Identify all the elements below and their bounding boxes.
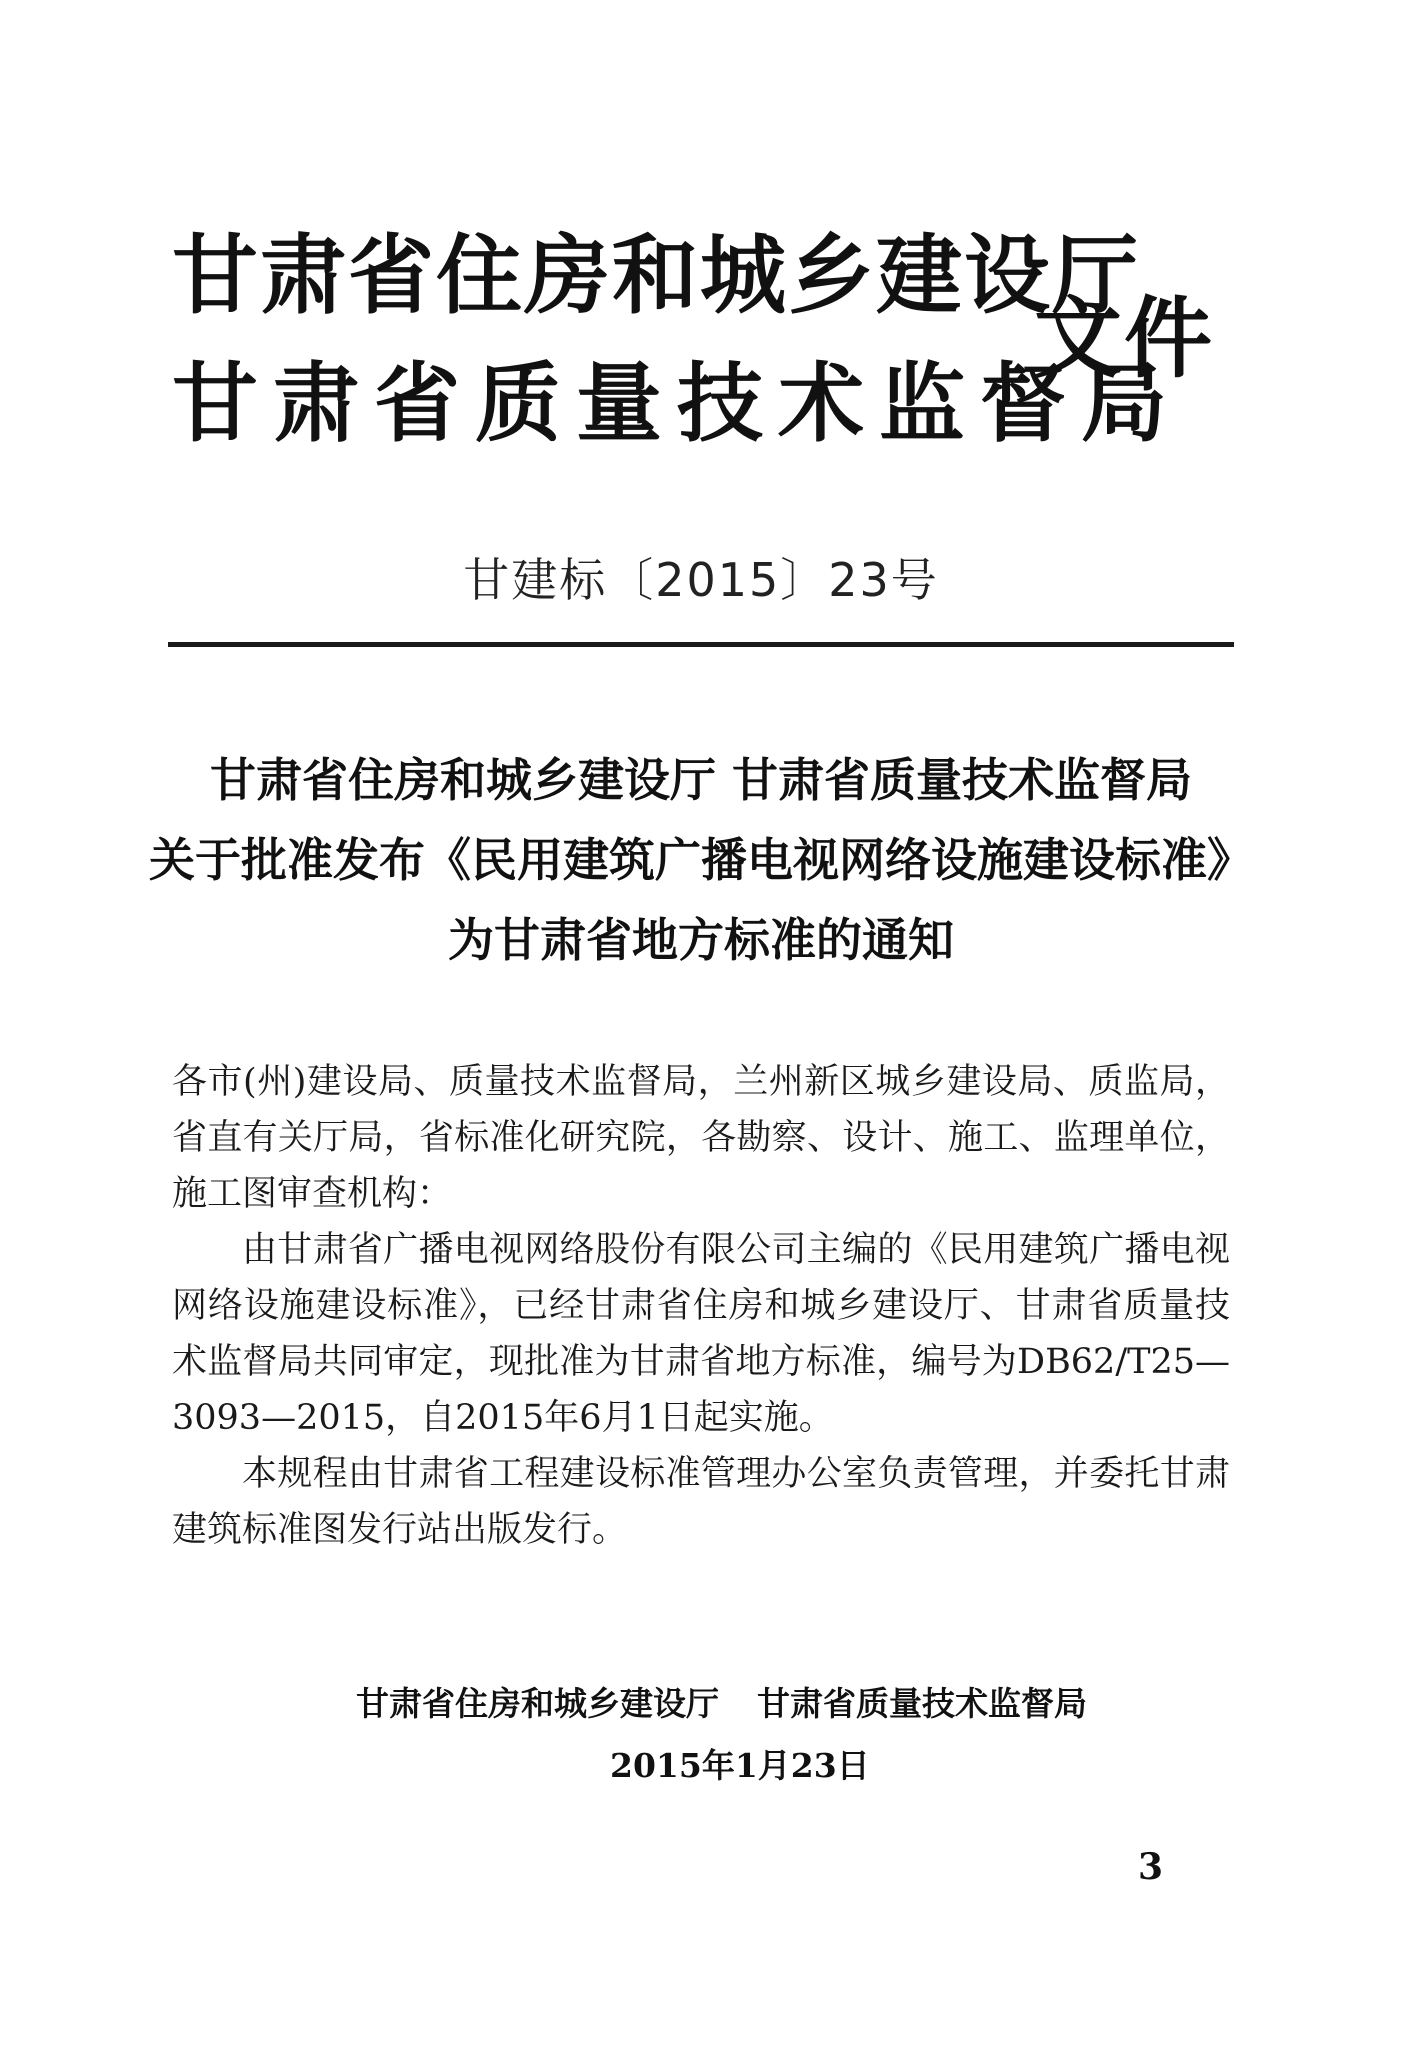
- management-paragraph: 本规程由甘肃省工程建设标准管理办公室负责管理，并委托甘肃建筑标准图发行站出版发行。: [172, 1454, 1230, 1550]
- page-number: 3: [1138, 1846, 1164, 1888]
- signing-org-quality: 甘肃省质量技术监督局: [757, 1684, 1087, 1723]
- header-divider: [168, 642, 1234, 647]
- signing-organizations: [356, 1673, 1087, 1735]
- issuer-housing-department: 甘肃省住房和城乡建设厅: [172, 226, 1140, 326]
- title-line-1: 甘肃省住房和城乡建设厅 甘肃省质量技术监督局: [209, 753, 1192, 807]
- recipients-paragraph: 各市(州)建设局、质量技术监督局，兰州新区城乡建设局、质监局，省直有关厅局，省标准化研究院，各勘察、设计、施工、监理单位，施工图审查机构：: [172, 1062, 1230, 1214]
- approval-paragraph: 由甘肃省广播电视网络股份有限公司主编的《民用建筑广播电视网络设施建设标准》，已经甘肃省住房和城乡建设厅、甘肃省质量技术监督局共同审定，现批准为甘肃省地方标准，编号为DB62/T25—3093—2015，自2015年6月1日起实施。: [172, 1230, 1230, 1438]
- notice-title: [0, 740, 1402, 980]
- signing-org-housing: 甘肃省住房和城乡建设厅: [356, 1684, 719, 1723]
- title-line-3: 为甘肃省地方标准的通知: [448, 913, 954, 967]
- signature-date: 2015年1月23日: [610, 1746, 870, 1785]
- title-line-2: 关于批准发布《民用建筑广播电视网络设施建设标准》: [149, 833, 1253, 887]
- document-number: 甘建标〔2015〕23号: [463, 553, 939, 607]
- document-header: [172, 226, 1252, 466]
- issuer-quality-bureau: 甘肃省质量技术监督局: [172, 354, 1182, 454]
- document-label: 文件: [1034, 287, 1215, 390]
- notice-body: [172, 1054, 1230, 1558]
